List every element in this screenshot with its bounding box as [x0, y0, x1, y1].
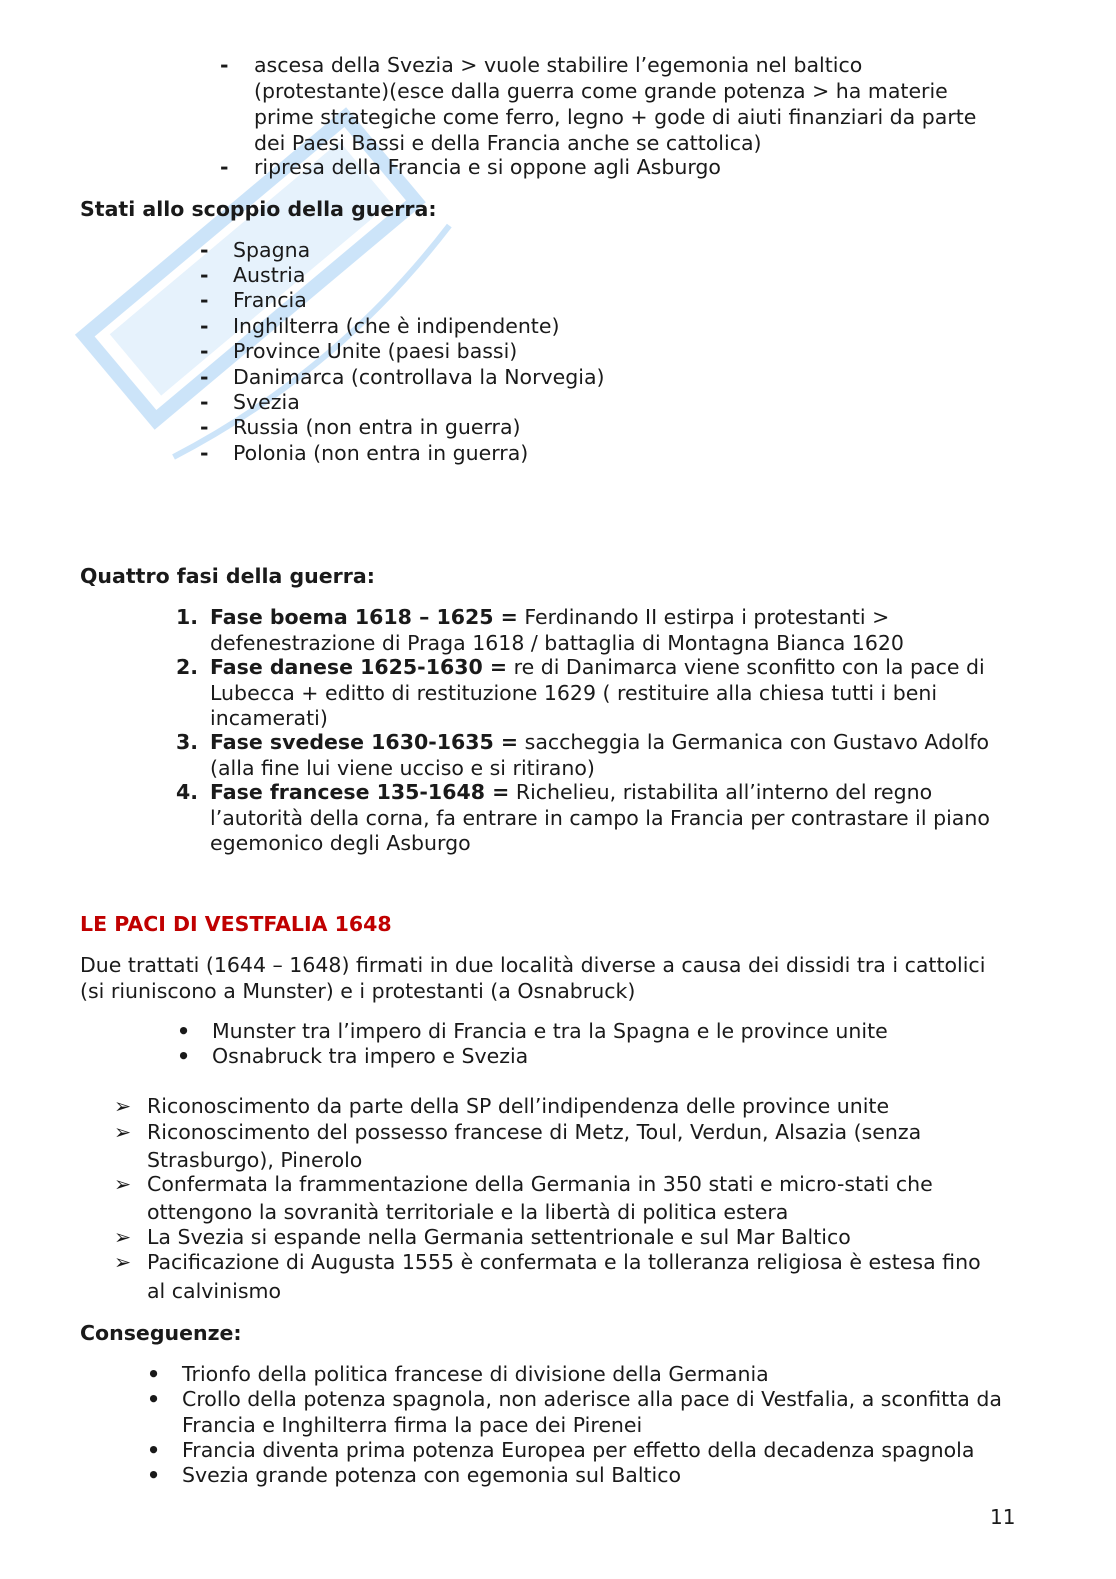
list-item-line: Trionfo della politica francese di divisione della Germania — [182, 1362, 769, 1386]
list-item-line: Crollo della potenza spagnola, non aderisce alla pace di Vestfalia, a sconfitta da — [182, 1387, 1002, 1411]
phase-item — [210, 605, 889, 630]
phase-text: egemonico degli Asburgo — [210, 831, 471, 855]
list-item: Russia (non entra in guerra) — [233, 415, 521, 439]
list-item-line: (protestante)(esce dalla guerra come grande potenza > ha materie — [254, 79, 948, 103]
list-number: 3. — [176, 730, 199, 754]
phase-text: saccheggia la Germanica con Gustavo Adolfo — [524, 730, 990, 754]
list-item: Austria — [233, 263, 306, 287]
list-item-line: Strasburgo), Pinerolo — [147, 1148, 363, 1172]
list-item: Munster tra l’impero di Francia e tra la Spagna e le province unite — [212, 1019, 888, 1043]
list-item: Francia — [233, 288, 307, 312]
dash-marker: - — [200, 238, 209, 262]
list-item-line: ottengono la sovranità territoriale e la libertà di politica estera — [147, 1200, 789, 1224]
phase-title: Fase danese 1625-1630 = — [210, 655, 508, 679]
list-item-line: Francia diventa prima potenza Europea per effetto della decadenza spagnola — [182, 1438, 975, 1462]
phase-text: Richelieu, ristabilita all’interno del regno — [515, 780, 933, 804]
dot-marker: • — [177, 1019, 191, 1043]
westphalia-heading: LE PACI DI VESTFALIA 1648 — [80, 912, 392, 936]
consequences-heading: Conseguenze: — [80, 1321, 242, 1345]
dash-marker: - — [200, 390, 209, 414]
phase-item — [210, 780, 932, 805]
phases-heading: Quattro fasi della guerra: — [80, 564, 375, 588]
westphalia-intro-line: Due trattati (1644 – 1648) firmati in due località diverse a causa dei dissidi tra i cattolici — [80, 953, 986, 977]
dot-marker: • — [147, 1463, 161, 1487]
westphalia-intro-line: (si riuniscono a Munster) e i protestanti (a Osnabruck) — [80, 979, 636, 1003]
dash-marker: - — [200, 441, 209, 465]
phase-text: re di Danimarca viene sconfitto con la pace di — [513, 655, 985, 679]
dash-marker: - — [200, 288, 209, 312]
phase-title: Fase svedese 1630-1635 = — [210, 730, 519, 754]
states-heading: Stati allo scoppio della guerra: — [80, 197, 437, 221]
dash-marker: - — [200, 314, 209, 338]
list-item-line: Pacificazione di Augusta 1555 è confermata e la tolleranza religiosa è estesa fino — [147, 1250, 981, 1274]
list-item-line: al calvinismo — [147, 1279, 282, 1303]
list-number: 2. — [176, 655, 199, 679]
list-item: Inghilterra (che è indipendente) — [233, 314, 560, 338]
phase-title: Fase boema 1618 – 1625 = — [210, 605, 518, 629]
dot-marker: • — [147, 1362, 161, 1386]
phase-item — [210, 655, 985, 680]
phase-text: Ferdinando II estirpa i protestanti > — [524, 605, 890, 629]
list-item: Osnabruck tra impero e Svezia — [212, 1044, 529, 1068]
dot-marker: • — [147, 1438, 161, 1462]
phase-item — [210, 730, 989, 755]
list-item-line: Svezia grande potenza con egemonia sul Baltico — [182, 1463, 682, 1487]
list-number: 1. — [176, 605, 199, 629]
list-number: 4. — [176, 780, 199, 804]
arrow-marker: ➢ — [114, 1225, 132, 1249]
dash-marker: - — [220, 53, 229, 77]
list-item: Danimarca (controllava la Norvegia) — [233, 365, 605, 389]
arrow-marker: ➢ — [114, 1120, 132, 1144]
dot-marker: • — [177, 1044, 191, 1068]
dash-marker: - — [200, 263, 209, 287]
phase-text: Lubecca + editto di restituzione 1629 ( restituire alla chiesa tutti i beni — [210, 681, 938, 705]
list-item: Province Unite (paesi bassi) — [233, 339, 518, 363]
list-item: Polonia (non entra in guerra) — [233, 441, 529, 465]
dot-marker: • — [147, 1387, 161, 1411]
list-item: Spagna — [233, 238, 311, 262]
list-item-line: prime strategiche come ferro, legno + gode di aiuti finanziari da parte — [254, 105, 977, 129]
list-item-line: La Svezia si espande nella Germania settentrionale e sul Mar Baltico — [147, 1225, 851, 1249]
arrow-marker: ➢ — [114, 1094, 132, 1118]
phase-text: l’autorità della corna, fa entrare in campo la Francia per contrastare il piano — [210, 806, 990, 830]
arrow-marker: ➢ — [114, 1250, 132, 1274]
phase-text: defenestrazione di Praga 1618 / battaglia di Montagna Bianca 1620 — [210, 631, 904, 655]
list-item-line: ripresa della Francia e si oppone agli Asburgo — [254, 155, 721, 179]
phase-title: Fase francese 135-1648 = — [210, 780, 510, 804]
list-item-line: dei Paesi Bassi e della Francia anche se cattolica) — [254, 131, 762, 155]
list-item-line: Riconoscimento del possesso francese di Metz, Toul, Verdun, Alsazia (senza — [147, 1120, 922, 1144]
dash-marker: - — [200, 365, 209, 389]
arrow-marker: ➢ — [114, 1172, 132, 1196]
phase-text: (alla fine lui viene ucciso e si ritirano) — [210, 756, 595, 780]
phase-text: incamerati) — [210, 706, 328, 730]
list-item: Svezia — [233, 390, 300, 414]
dash-marker: - — [200, 415, 209, 439]
dash-marker: - — [200, 339, 209, 363]
list-item-line: Francia e Inghilterra firma la pace dei Pirenei — [182, 1413, 643, 1437]
list-item-line: Riconoscimento da parte della SP dell’indipendenza delle province unite — [147, 1094, 890, 1118]
list-item-line: ascesa della Svezia > vuole stabilire l’egemonia nel baltico — [254, 53, 863, 77]
dash-marker: - — [220, 155, 229, 179]
list-item-line: Confermata la frammentazione della Germania in 350 stati e micro-stati che — [147, 1172, 933, 1196]
page-number: 11 — [990, 1505, 1016, 1529]
